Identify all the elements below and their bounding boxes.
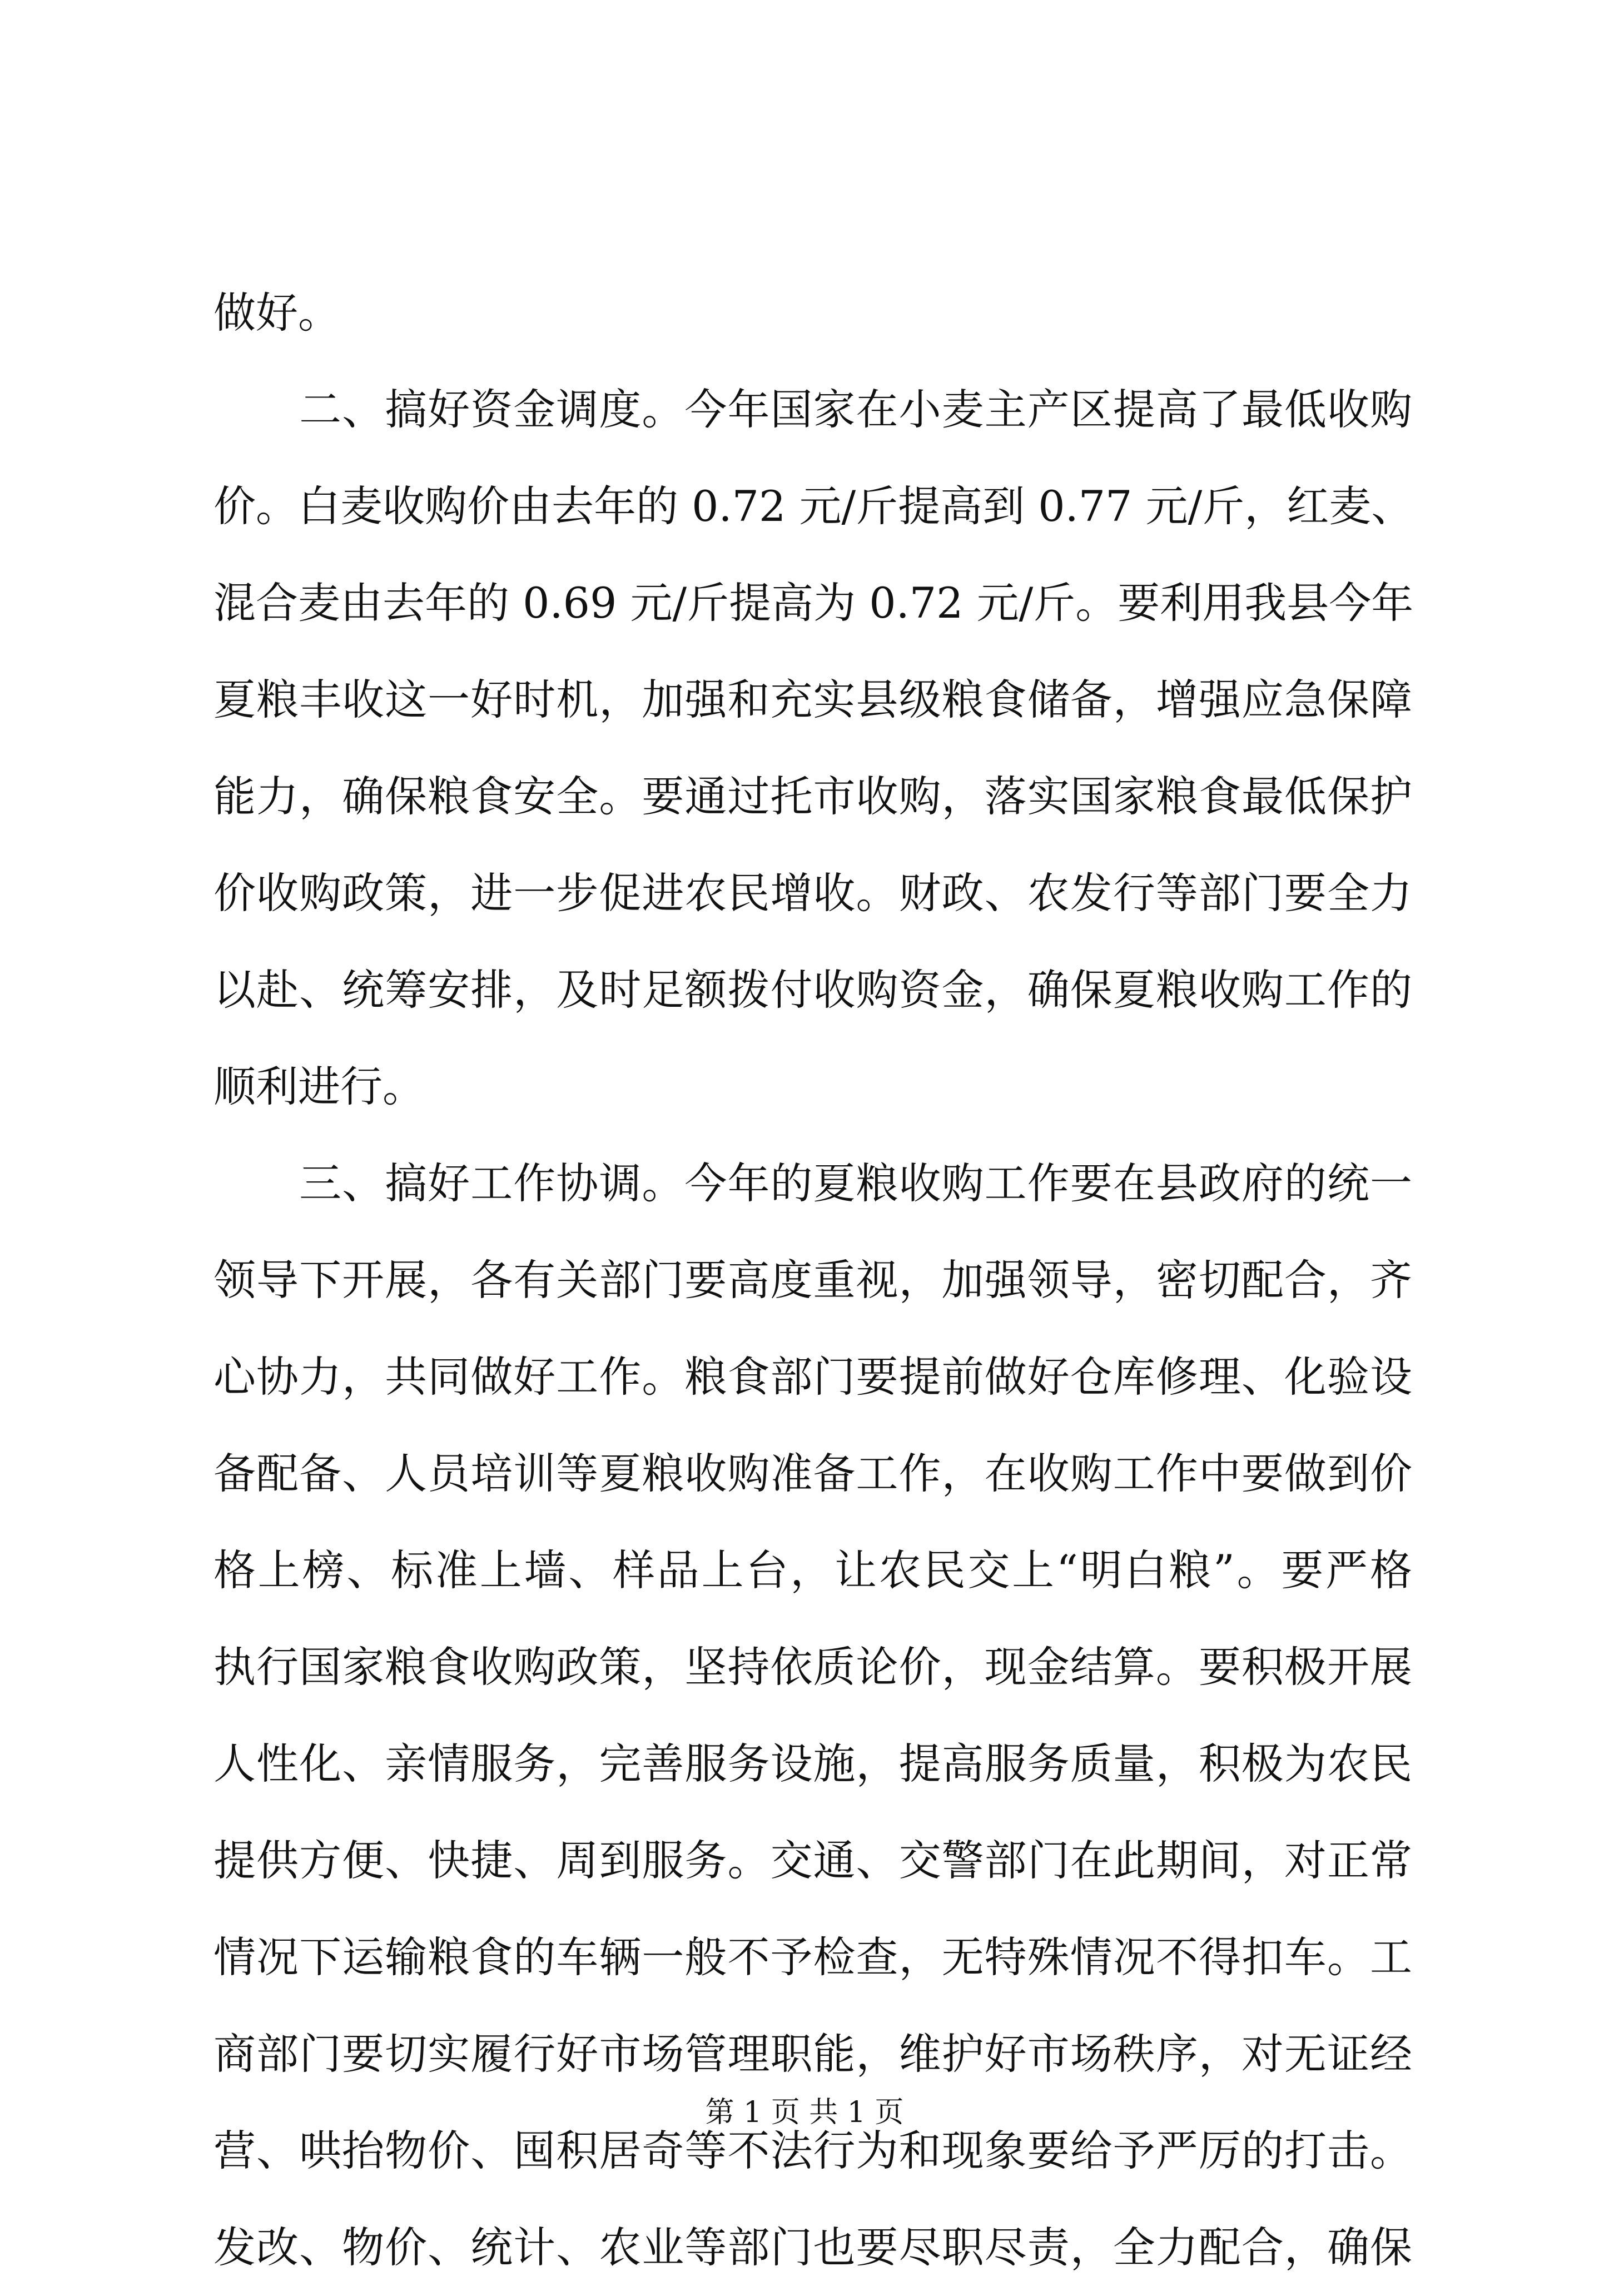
- text-line: 价。白麦收购价由去年的 0.72 元/斤提高到 0.77 元/斤，红麦、: [213, 481, 1414, 531]
- text-line: 心协力，共同做好工作。粮食部门要提前做好仓库修理、化验设: [213, 1352, 1412, 1402]
- page-footer: 第 1 页 共 1 页: [705, 2096, 904, 2129]
- text-line: 情况下运输粮食的车辆一般不予检查，无特殊情况不得扣车。工: [213, 1932, 1412, 1982]
- text-line: 夏粮丰收这一好时机，加强和充实县级粮食储备，增强应急保障: [213, 675, 1412, 724]
- text-line: 营、哄抬物价、囤积居奇等不法行为和现象要给予严厉的打击。: [213, 2126, 1412, 2175]
- text-line: 备配备、人员培训等夏粮收购准备工作，在收购工作中要做到价: [213, 1449, 1412, 1498]
- text-line: 顺利进行。: [213, 1062, 425, 1111]
- text-line: 提供方便、快捷、周到服务。交通、交警部门在此期间，对正常: [213, 1836, 1412, 1885]
- text-line: 商部门要切实履行好市场管理职能，维护好市场秩序，对无证经: [213, 2029, 1412, 2079]
- text-line: 领导下开展，各有关部门要高度重视，加强领导，密切配合，齐: [213, 1255, 1412, 1305]
- text-line: 格上榜、标准上墙、样品上台，让农民交上“明白粮”。要严格: [213, 1545, 1412, 1595]
- text-line: 人性化、亲情服务，完善服务设施，提高服务质量，积极为农民: [213, 1739, 1412, 1788]
- text-line: 混合麦由去年的 0.69 元/斤提高为 0.72 元/斤。要利用我县今年: [213, 578, 1414, 628]
- text-line: 以赴、统筹安排，及时足额拨付收购资金，确保夏粮收购工作的: [213, 965, 1412, 1015]
- text-line: 执行国家粮食收购政策，坚持依质论价，现金结算。要积极开展: [213, 1642, 1412, 1692]
- text-line: 做好。: [213, 288, 340, 337]
- text-line: 价收购政策，进一步促进农民增收。财政、农发行等部门要全力: [213, 868, 1412, 918]
- text-line: 二、搞好资金调度。今年国家在小麦主产区提高了最低收购: [213, 385, 1412, 434]
- text-line: 发改、物价、统计、农业等部门也要尽职尽责，全力配合，确保: [213, 2223, 1412, 2272]
- text-line: 三、搞好工作协调。今年的夏粮收购工作要在县政府的统一: [213, 1159, 1412, 1208]
- body-text: [213, 265, 1412, 2296]
- text-line: 能力，确保粮食安全。要通过托市收购，落实国家粮食最低保护: [213, 772, 1412, 821]
